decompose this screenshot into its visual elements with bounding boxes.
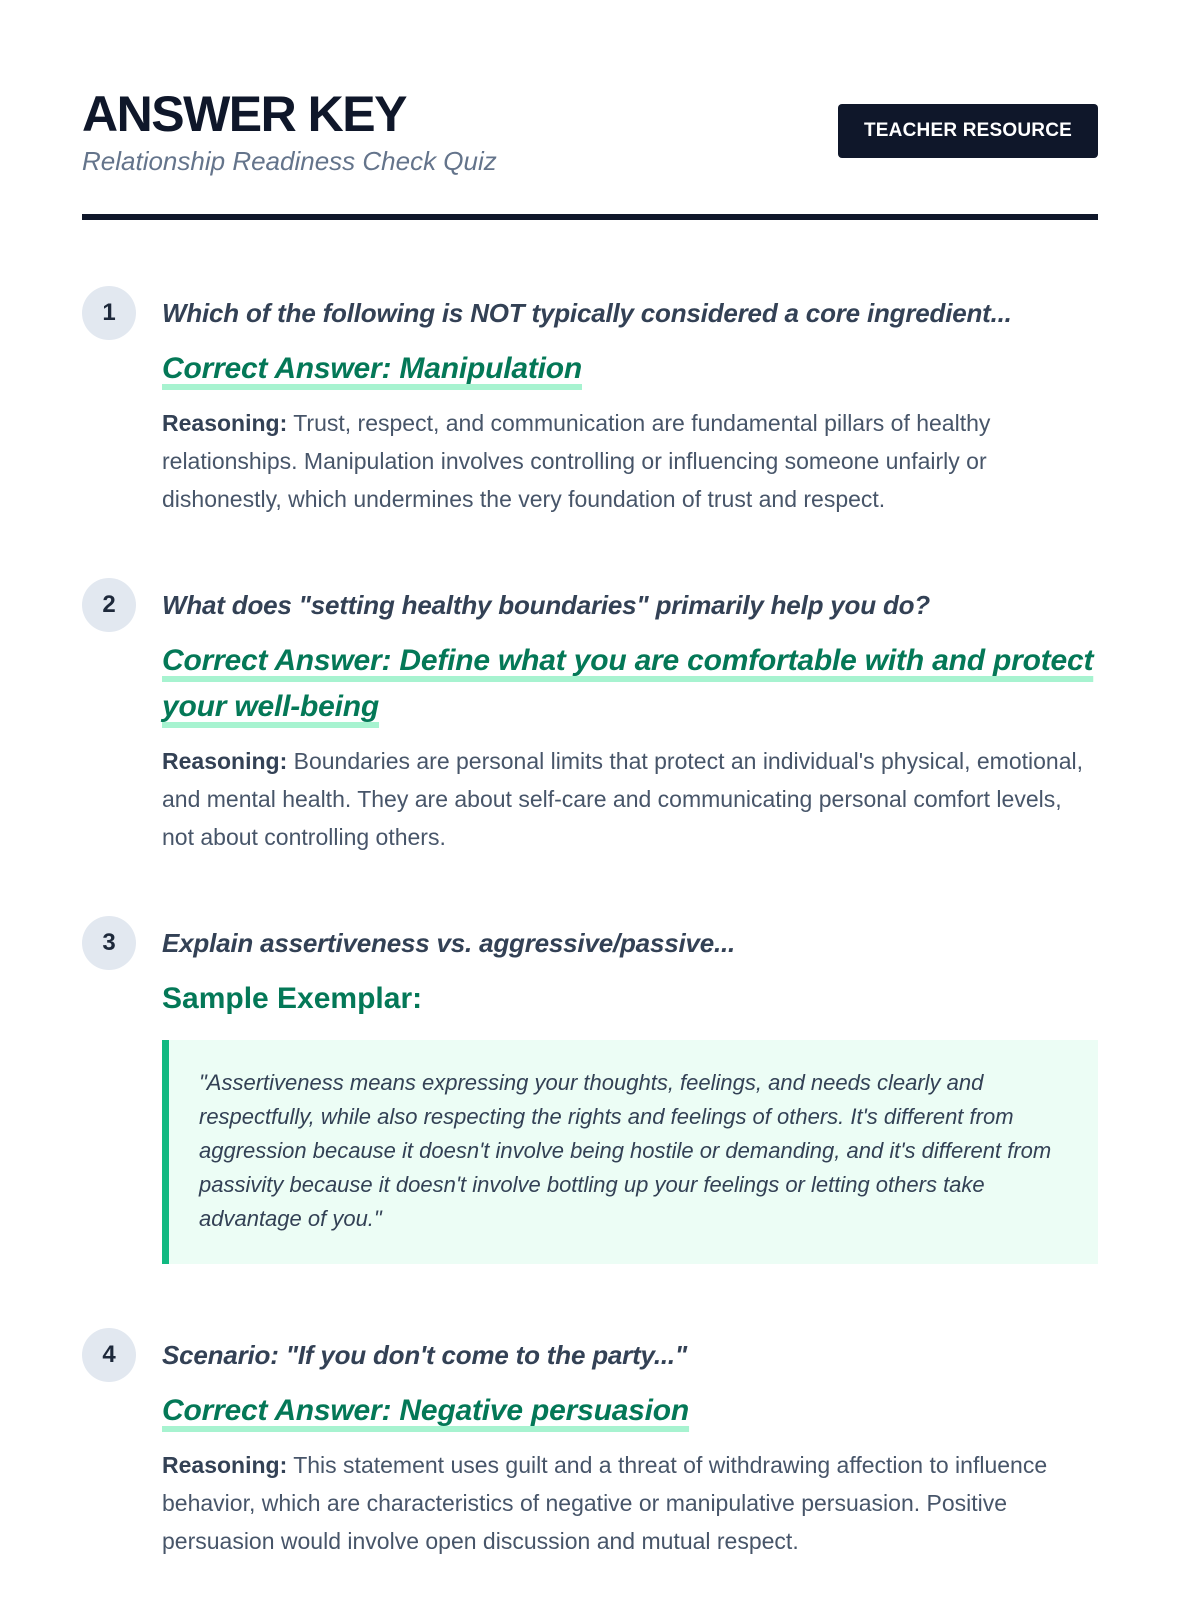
question-number: 4 bbox=[82, 1328, 136, 1382]
question-4 bbox=[82, 1328, 1098, 1560]
reasoning-label: Reasoning: bbox=[162, 410, 288, 436]
question-number: 1 bbox=[82, 286, 136, 340]
correct-answer-text: Correct Answer: Define what you are comfortable with and protect your well-being bbox=[162, 644, 1094, 723]
reasoning-text: Boundaries are personal limits that protect an individual's physical, emotional, and mental health. They are about self-care and communicating personal comfort levels, not about controlling others. bbox=[162, 748, 1083, 850]
teacher-resource-badge: TEACHER RESOURCE bbox=[838, 104, 1098, 158]
reasoning-text: This statement uses guilt and a threat of withdrawing affection to influence behavior, which are characteristics of negative or manipulative persuasion. Positive persuasion would involve open discussion and mutual respect. bbox=[162, 1452, 1048, 1554]
question-text: What does "setting healthy boundaries" primarily help you do? bbox=[162, 590, 930, 620]
question-2 bbox=[82, 578, 1098, 856]
question-3 bbox=[82, 916, 1098, 1264]
page-title: ANSWER KEY bbox=[82, 86, 406, 142]
question-1 bbox=[82, 286, 1098, 518]
reasoning bbox=[162, 1446, 1098, 1560]
question-text: Explain assertiveness vs. aggressive/passive... bbox=[162, 928, 736, 958]
header bbox=[82, 0, 1098, 220]
correct-answer-text: Correct Answer: Negative persuasion bbox=[162, 1394, 690, 1427]
correct-answer bbox=[162, 1388, 1098, 1434]
page-subtitle: Relationship Readiness Check Quiz bbox=[82, 146, 497, 176]
correct-answer bbox=[162, 346, 1098, 392]
reasoning bbox=[162, 742, 1098, 856]
question-text: Scenario: "If you don't come to the party..." bbox=[162, 1340, 688, 1370]
reasoning-text: Trust, respect, and communication are fundamental pillars of healthy relationships. Manipulation involves controlling or influencing someone unfairly or dishonestly, which undermines the very foundation of trust and respect. bbox=[162, 410, 991, 512]
exemplar-quote: "Assertiveness means expressing your thoughts, feelings, and needs clearly and respectfully, while also respecting the rights and feelings of others. It's different from aggression because it doesn't involve being hostile or demanding, and it's different from passivity because it doesn't involve bottling up your feelings or letting others take advantage of you." bbox=[162, 1040, 1098, 1264]
correct-answer-text: Correct Answer: Manipulation bbox=[162, 352, 582, 385]
correct-answer bbox=[162, 638, 1098, 730]
question-number: 2 bbox=[82, 578, 136, 632]
question-text: Which of the following is NOT typically considered a core ingredient... bbox=[162, 298, 1012, 328]
reasoning-label: Reasoning: bbox=[162, 1452, 288, 1478]
reasoning bbox=[162, 404, 1098, 518]
question-number: 3 bbox=[82, 916, 136, 970]
reasoning-label: Reasoning: bbox=[162, 748, 288, 774]
exemplar-label: Sample Exemplar: bbox=[162, 982, 423, 1015]
